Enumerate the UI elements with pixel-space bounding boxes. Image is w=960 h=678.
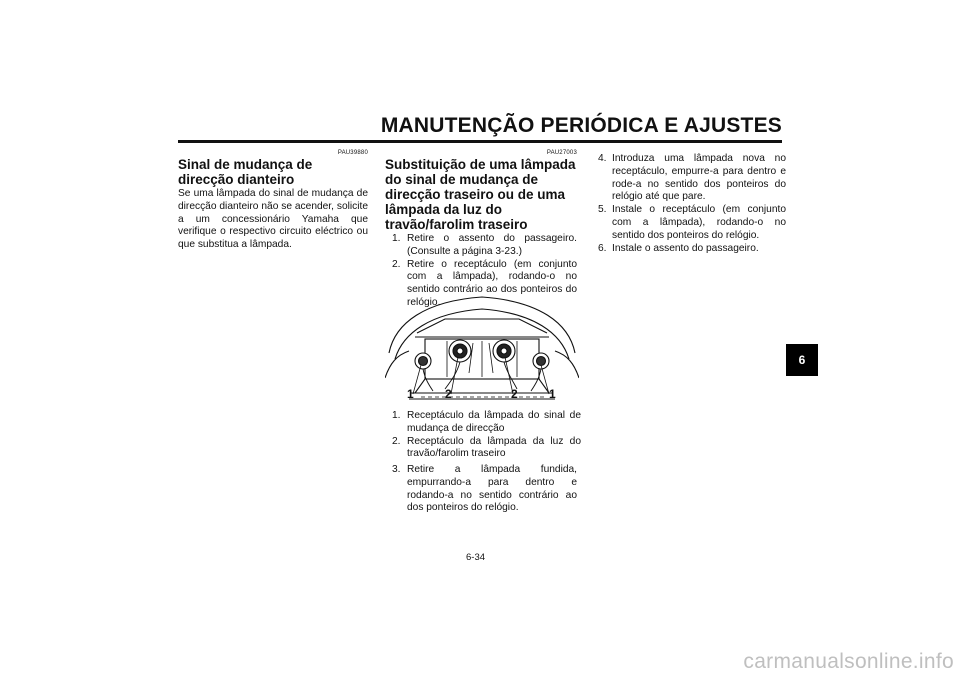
title-rule [178,140,782,143]
section-code: PAU39880 [337,150,368,156]
watermark: carmanualsonline.info [743,650,954,673]
section-steps-continued [596,153,786,255]
list-item: 2. Retire o receptáculo (em conjunto com a lâmpada), rodando-o no sentido contrário ao dos ponteiros do relógio. [392,258,577,308]
list-item: 6. Instale o assento do passageiro. [598,242,759,254]
figure-label: 1 [407,387,414,401]
section-code: PAU27003 [546,150,577,156]
list-item: 3. Retire a lâmpada fundida, empurrando-a para dentro e rodando-a no sentido contrário ao dos ponteiros do relógio. [392,464,577,514]
figure-label: 2 [511,387,518,401]
section-heading: Substituição de uma lâmpada do sinal de mudança de direcção traseiro ou de uma lâmpada da luz do travão/farolim traseiro [385,157,576,232]
step-list [385,464,577,515]
list-item: 1. Retire o assento do passageiro. (Consulte a página 3-23.) [392,233,577,257]
section-front-turn-signal [178,150,368,252]
chapter-tab: 6 [786,344,818,376]
page-title: MANUTENÇÃO PERIÓDICA E AJUSTES [380,114,782,137]
page-number: 6-34 [466,552,486,563]
figure-captions [385,410,581,461]
caption-item: 2. Receptáculo da lâmpada da luz do travão/farolim traseiro [392,435,581,460]
section-body: Se uma lâmpada do sinal de mudança de direcção dianteiro não se acender, solicite a um concessionário Yamaha que verifique o respectivo circuito eléctrico ou que substitua a lâmpada. [178,188,368,251]
section-rear-bulb-replacement [385,150,577,310]
list-item: 4. Introduza uma lâmpada nova no receptáculo, empurre-a para dentro e rode-a no sentido dos ponteiros do relógio até que pare. [598,153,786,203]
list-item: 5. Instale o receptáculo (em conjunto com a lâmpada), rodando-o no sentido dos ponteiros do relógio. [598,204,786,241]
figure-label: 1 [549,387,556,401]
step-list [596,153,786,255]
taillight-illustration [385,293,579,407]
figure-label: 2 [445,387,452,401]
section-heading: Sinal de mudança de direcção dianteiro [178,157,313,187]
caption-item: 1. Receptáculo da lâmpada do sinal de mudança de direcção [392,410,581,434]
